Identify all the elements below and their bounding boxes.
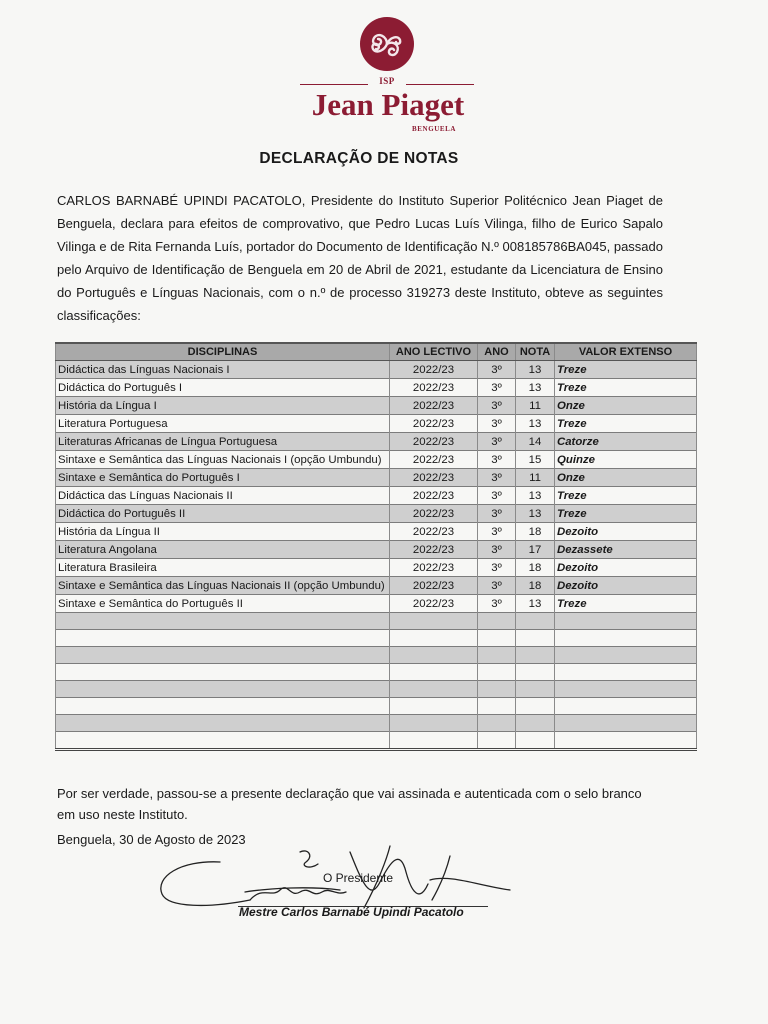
empty-cell (555, 698, 697, 715)
intro-paragraph: CARLOS BARNABÉ UPINDI PACATOLO, Presidente do Instituto Superior Politécnico Jean Piaget de Benguela, declara para efeitos de comprovativo, que Pedro Lucas Luís Vilinga, filho de Eurico Sapalo Vilinga e de Rita Fernanda Luís, portador do Documento de Identificação N.º 008185786BA045, passado pelo Arquivo de Identificação de Benguela em 20 de Abril de 2021, estudante da Licenciatura de Ensino do Português e Línguas Nacionais, com o n.º de processo 319273 deste Instituto, obteve as seguintes classificações: (57, 193, 663, 323)
empty-cell (390, 647, 478, 664)
empty-cell (56, 732, 390, 750)
cell-valor-extenso: Treze (555, 595, 697, 613)
cell-ano-lectivo: 2022/23 (390, 451, 478, 469)
cell-ano: 3º (478, 595, 516, 613)
cell-ano-lectivo: 2022/23 (390, 397, 478, 415)
cell-ano-lectivo: 2022/23 (390, 415, 478, 433)
cell-nota: 13 (516, 595, 555, 613)
cell-ano-lectivo: 2022/23 (390, 523, 478, 541)
cell-disciplina: Didáctica das Línguas Nacionais I (56, 361, 390, 379)
table-row (56, 415, 697, 433)
cell-disciplina: Sintaxe e Semântica das Línguas Nacionais I (opção Umbundu) (56, 451, 390, 469)
cell-ano: 3º (478, 559, 516, 577)
empty-cell (56, 664, 390, 681)
empty-cell (478, 732, 516, 750)
triple-spiral-logo-icon (354, 16, 420, 76)
table-row (56, 451, 697, 469)
cell-valor-extenso: Onze (555, 397, 697, 415)
cell-ano: 3º (478, 379, 516, 397)
cell-ano-lectivo: 2022/23 (390, 379, 478, 397)
cell-ano: 3º (478, 397, 516, 415)
table-row (56, 505, 697, 523)
cell-valor-extenso: Catorze (555, 433, 697, 451)
logo-isp-text: ISP (379, 76, 395, 86)
logo-rule-right (406, 84, 474, 85)
cell-disciplina: Literaturas Africanas de Língua Portuguesa (56, 433, 390, 451)
cell-ano-lectivo: 2022/23 (390, 361, 478, 379)
column-header-valor-extenso: VALOR EXTENSO (555, 343, 697, 361)
cell-valor-extenso: Treze (555, 415, 697, 433)
cell-nota: 13 (516, 505, 555, 523)
cell-disciplina: Didáctica das Línguas Nacionais II (56, 487, 390, 505)
logo-rule-left (300, 84, 368, 85)
empty-table-row (56, 664, 697, 681)
empty-cell (555, 732, 697, 750)
cell-ano: 3º (478, 487, 516, 505)
institution-city: BENGUELA (412, 125, 457, 133)
table-row (56, 595, 697, 613)
empty-cell (390, 664, 478, 681)
cell-disciplina: Literatura Brasileira (56, 559, 390, 577)
table-row (56, 541, 697, 559)
empty-cell (555, 630, 697, 647)
empty-cell (516, 664, 555, 681)
empty-cell (516, 613, 555, 630)
empty-table-row (56, 698, 697, 715)
cell-valor-extenso: Treze (555, 361, 697, 379)
empty-table-row (56, 630, 697, 647)
cell-nota: 11 (516, 397, 555, 415)
empty-cell (56, 698, 390, 715)
empty-cell (56, 715, 390, 732)
empty-cell (56, 630, 390, 647)
cell-nota: 13 (516, 379, 555, 397)
empty-table-row (56, 732, 697, 750)
empty-cell (478, 647, 516, 664)
empty-cell (478, 630, 516, 647)
table-row (56, 559, 697, 577)
table-row (56, 523, 697, 541)
column-header-disciplinas: DISCIPLINAS (56, 343, 390, 361)
cell-nota: 13 (516, 487, 555, 505)
cell-disciplina: Sintaxe e Semântica do Português I (56, 469, 390, 487)
cell-disciplina: Literatura Angolana (56, 541, 390, 559)
cell-ano: 3º (478, 523, 516, 541)
cell-disciplina: Sintaxe e Semântica das Línguas Nacionais II (opção Umbundu) (56, 577, 390, 595)
cell-ano-lectivo: 2022/23 (390, 487, 478, 505)
cell-ano-lectivo: 2022/23 (390, 577, 478, 595)
cell-disciplina: Sintaxe e Semântica do Português II (56, 595, 390, 613)
empty-cell (56, 647, 390, 664)
table-header-row (56, 343, 697, 361)
cell-nota: 14 (516, 433, 555, 451)
cell-disciplina: História da Língua II (56, 523, 390, 541)
empty-cell (516, 681, 555, 698)
empty-cell (478, 698, 516, 715)
cell-valor-extenso: Quinze (555, 451, 697, 469)
column-header-ano: ANO (478, 343, 516, 361)
empty-table-row (56, 681, 697, 698)
empty-cell (555, 613, 697, 630)
cell-valor-extenso: Dezoito (555, 523, 697, 541)
empty-table-row (56, 613, 697, 630)
cell-ano-lectivo: 2022/23 (390, 559, 478, 577)
empty-cell (390, 681, 478, 698)
cell-valor-extenso: Dezoito (555, 577, 697, 595)
cell-valor-extenso: Treze (555, 379, 697, 397)
cell-nota: 17 (516, 541, 555, 559)
cell-ano: 3º (478, 451, 516, 469)
place-and-date: Benguela, 30 de Agosto de 2023 (57, 832, 246, 847)
empty-cell (555, 664, 697, 681)
cell-nota: 13 (516, 361, 555, 379)
cell-disciplina: Didáctica do Português II (56, 505, 390, 523)
empty-cell (390, 630, 478, 647)
cell-ano-lectivo: 2022/23 (390, 541, 478, 559)
cell-ano: 3º (478, 415, 516, 433)
empty-cell (516, 732, 555, 750)
empty-cell (516, 630, 555, 647)
closing-paragraph: Por ser verdade, passou-se a presente declaração que vai assinada e autenticada com o selo branco em uso neste Instituto. (57, 786, 642, 822)
empty-cell (390, 715, 478, 732)
empty-cell (478, 715, 516, 732)
cell-nota: 18 (516, 559, 555, 577)
empty-cell (555, 681, 697, 698)
cell-valor-extenso: Dezassete (555, 541, 697, 559)
cell-valor-extenso: Dezoito (555, 559, 697, 577)
institution-name: Jean Piaget (311, 87, 465, 122)
cell-disciplina: História da Língua I (56, 397, 390, 415)
signature-role: O Presidente (323, 871, 394, 885)
empty-cell (390, 613, 478, 630)
table-row (56, 433, 697, 451)
signer-name: Mestre Carlos Barnabé Upindi Pacatolo (239, 905, 464, 919)
cell-valor-extenso: Treze (555, 487, 697, 505)
empty-cell (555, 647, 697, 664)
cell-nota: 18 (516, 523, 555, 541)
empty-cell (478, 613, 516, 630)
cell-nota: 11 (516, 469, 555, 487)
cell-nota: 13 (516, 415, 555, 433)
table-row (56, 361, 697, 379)
empty-cell (555, 715, 697, 732)
empty-cell (516, 715, 555, 732)
cell-disciplina: Didáctica do Português I (56, 379, 390, 397)
empty-cell (478, 664, 516, 681)
column-header-ano-lectivo: ANO LECTIVO (390, 343, 478, 361)
cell-ano: 3º (478, 577, 516, 595)
column-header-nota: NOTA (516, 343, 555, 361)
cell-ano-lectivo: 2022/23 (390, 433, 478, 451)
empty-table-row (56, 715, 697, 732)
empty-cell (56, 613, 390, 630)
table-row (56, 577, 697, 595)
cell-valor-extenso: Treze (555, 505, 697, 523)
cell-ano-lectivo: 2022/23 (390, 469, 478, 487)
cell-ano: 3º (478, 361, 516, 379)
empty-cell (516, 698, 555, 715)
cell-ano: 3º (478, 505, 516, 523)
cell-ano-lectivo: 2022/23 (390, 595, 478, 613)
document-title: DECLARAÇÃO DE NOTAS (259, 150, 459, 167)
table-row (56, 469, 697, 487)
grades-table (55, 342, 697, 751)
empty-cell (478, 681, 516, 698)
cell-valor-extenso: Onze (555, 469, 697, 487)
cell-ano: 3º (478, 469, 516, 487)
empty-cell (56, 681, 390, 698)
cell-disciplina: Literatura Portuguesa (56, 415, 390, 433)
empty-cell (516, 647, 555, 664)
cell-nota: 15 (516, 451, 555, 469)
empty-table-row (56, 647, 697, 664)
cell-ano-lectivo: 2022/23 (390, 505, 478, 523)
cell-ano: 3º (478, 541, 516, 559)
table-row (56, 487, 697, 505)
cell-ano: 3º (478, 433, 516, 451)
empty-cell (390, 732, 478, 750)
table-row (56, 397, 697, 415)
cell-nota: 18 (516, 577, 555, 595)
empty-cell (390, 698, 478, 715)
table-row (56, 379, 697, 397)
